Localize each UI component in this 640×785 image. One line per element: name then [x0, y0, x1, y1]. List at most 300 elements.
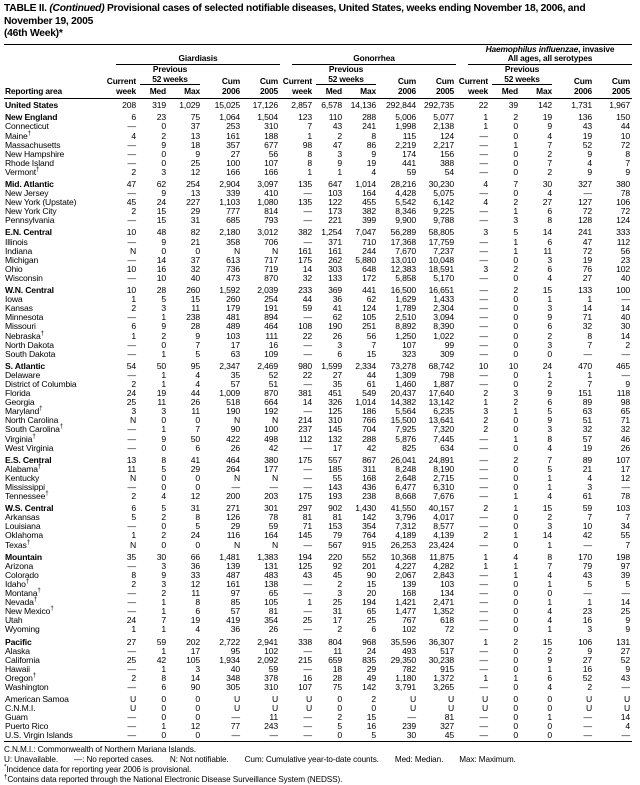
value-cell: 483 [264, 569, 278, 580]
value-cell: 15 [366, 348, 376, 359]
legend-item: Med: Median. [394, 754, 444, 764]
value-cell: 0 [195, 694, 200, 705]
value-cell: 2 [587, 681, 592, 692]
value-cell: 19 [582, 130, 592, 141]
value-cell: 3,012 [257, 227, 278, 238]
value-cell: 63 [230, 348, 240, 359]
value-cell: 2,843 [433, 569, 454, 580]
value-cell: 4 [547, 606, 552, 617]
value-cell: 1,309 [395, 369, 416, 380]
value-cell: — [479, 312, 488, 323]
value-cell: 62 [332, 312, 342, 323]
value-cell: 9 [625, 615, 630, 626]
value-cell: 9 [161, 433, 166, 444]
value-cell: 10,368 [390, 551, 416, 562]
value-cell: — [127, 521, 136, 532]
table-row [4, 656, 632, 665]
title-text: Provisional cases of selected notifiable diseases, United States, weeks ending November 18, 2006, and November 19, 2005 [4, 3, 586, 27]
value-cell: — [479, 463, 488, 474]
value-cell: 2,722 [219, 636, 240, 647]
value-cell: 161 [226, 130, 240, 141]
value-cell: 4 [195, 378, 200, 389]
value-cell: 244 [362, 245, 376, 256]
value-cell: 2 [483, 530, 488, 541]
value-cell: 26 [268, 624, 278, 635]
value-cell: 26 [332, 330, 342, 341]
dagger-mark: † [39, 405, 43, 413]
value-cell: — [479, 188, 488, 199]
value-cell: 95 [190, 360, 200, 371]
value-cell: 5 [195, 348, 200, 359]
table-row [4, 380, 632, 389]
value-cell: 262 [328, 254, 342, 265]
footnote-star: *Incidence data for reporting year 2006 is provisional. [4, 762, 192, 774]
value-cell: 410 [264, 188, 278, 199]
value-cell: 7 [547, 139, 552, 150]
table-row [4, 256, 632, 265]
value-cell: — [479, 645, 488, 656]
value-cell: 4 [195, 369, 200, 380]
value-cell: 2,648 [395, 472, 416, 483]
value-cell: — [479, 339, 488, 350]
value-cell: 153 [328, 521, 342, 532]
value-cell: 436 [362, 482, 376, 493]
reporting-area-cell: New Hampshire [5, 148, 65, 159]
table-row [4, 607, 632, 616]
value-cell: 326 [328, 397, 342, 408]
value-cell: 7 [587, 512, 592, 523]
previous-52-weeks-title: Previous 52 weeks [492, 65, 552, 85]
value-cell: 105 [186, 654, 200, 665]
value-cell: 16 [302, 672, 312, 683]
value-cell: 25 [190, 157, 200, 168]
value-cell: 46 [620, 433, 630, 444]
table-row [4, 483, 632, 492]
value-cell: 6 [371, 624, 376, 635]
value-cell: 24 [542, 360, 552, 371]
value-cell: 18 [332, 663, 342, 674]
table-row [4, 198, 632, 207]
value-cell: 8 [307, 157, 312, 168]
value-cell: — [479, 569, 488, 580]
value-cell: 15,500 [390, 415, 416, 426]
table-row [4, 425, 632, 434]
value-cell: — [127, 560, 136, 571]
reporting-area-cell: Arkansas [5, 512, 40, 523]
value-cell: 45 [444, 730, 454, 741]
value-cell: 103 [226, 330, 240, 341]
value-cell: 764 [362, 530, 376, 541]
value-cell: 767 [402, 615, 416, 626]
value-cell: 59 [268, 521, 278, 532]
value-cell: 685 [226, 215, 240, 226]
value-cell: — [479, 254, 488, 265]
value-cell: 32 [302, 272, 312, 283]
value-cell: 4 [547, 188, 552, 199]
value-cell: 260 [226, 294, 240, 305]
value-cell: 125 [298, 560, 312, 571]
value-cell: — [127, 312, 136, 323]
value-cell: — [127, 597, 136, 608]
table-row [4, 504, 632, 513]
value-cell: 2 [513, 285, 518, 296]
value-cell: 43 [332, 121, 342, 132]
value-cell: 2 [161, 512, 166, 523]
value-cell: 9 [337, 157, 342, 168]
value-cell: 16,651 [428, 285, 454, 296]
value-cell: 2 [547, 330, 552, 341]
reporting-area-cell: W.S. Central [5, 503, 54, 514]
value-cell: 98 [620, 397, 630, 408]
value-cell: — [127, 482, 136, 493]
value-cell: 1,009 [219, 388, 240, 399]
value-cell: — [127, 272, 136, 283]
star-symbol: * [4, 762, 7, 770]
table-row [4, 159, 632, 168]
value-cell: 170 [578, 551, 592, 562]
table-row [4, 274, 632, 283]
reporting-area-cell: Florida [5, 388, 31, 399]
value-cell: 902 [328, 503, 342, 514]
legend-item: Max: Maximum. [459, 754, 516, 764]
value-cell: 253 [226, 121, 240, 132]
value-cell: 1,080 [257, 197, 278, 208]
value-cell: 24 [190, 530, 200, 541]
value-cell: 30 [406, 730, 416, 741]
value-cell: 464 [264, 321, 278, 332]
value-cell: 1 [513, 569, 518, 580]
value-cell: 5,542 [395, 197, 416, 208]
value-cell: 7 [587, 378, 592, 389]
value-cell: 1,967 [609, 100, 630, 111]
value-cell: 793 [264, 215, 278, 226]
value-cell: 9 [625, 663, 630, 674]
value-cell: 27 [230, 148, 240, 159]
value-cell: 68,742 [428, 360, 454, 371]
value-cell: — [127, 433, 136, 444]
table-row [4, 589, 632, 598]
table-row [4, 141, 632, 150]
reporting-area-cell: Tennessee† [5, 490, 49, 502]
value-cell: — [479, 378, 488, 389]
value-cell: 2 [131, 578, 136, 589]
value-cell: 161 [226, 578, 240, 589]
value-cell: 4,139 [433, 530, 454, 541]
value-cell: 0 [513, 378, 518, 389]
value-cell: 115 [402, 130, 416, 141]
value-cell: 201 [362, 560, 376, 571]
value-cell: 45 [332, 569, 342, 580]
reporting-area-cell: Virginia† [5, 432, 36, 444]
value-cell: 41,550 [390, 503, 416, 514]
reporting-area-cell: Kansas [5, 303, 33, 314]
value-cell: — [407, 712, 416, 723]
value-cell: — [303, 215, 312, 226]
value-cell: 139 [226, 560, 240, 571]
value-cell: 19 [582, 442, 592, 453]
value-cell: 798 [440, 369, 454, 380]
max-header: Max [184, 85, 200, 96]
value-cell: 380 [264, 454, 278, 465]
value-cell: 0 [513, 254, 518, 265]
value-cell: 6,142 [433, 197, 454, 208]
reporting-area-cell: Mountain [5, 551, 42, 562]
value-cell: 1,254 [321, 227, 342, 238]
footnote-cnmi: C.N.M.I.: Commonwealth of Northern Mariana Islands. [4, 744, 196, 754]
reporting-area-cell: E.S. Central [5, 454, 52, 465]
value-cell: 105 [264, 597, 278, 608]
value-cell: 381 [298, 388, 312, 399]
value-cell: 659 [328, 654, 342, 665]
value-cell: 9 [161, 321, 166, 332]
value-cell: 27 [582, 272, 592, 283]
dagger-mark: † [35, 166, 40, 174]
value-cell: 0 [513, 272, 518, 283]
value-cell: 172 [362, 272, 376, 283]
value-cell: 2 [547, 166, 552, 177]
value-cell: 464 [226, 454, 240, 465]
value-cell: 16 [156, 263, 166, 274]
value-cell: — [303, 206, 312, 217]
value-cell: 135 [298, 197, 312, 208]
value-cell: — [303, 730, 312, 741]
value-cell: 36 [332, 294, 342, 305]
value-cell: 25 [366, 615, 376, 626]
value-cell: 5,006 [395, 112, 416, 123]
value-cell: 1 [161, 645, 166, 656]
value-cell: 0 [513, 303, 518, 314]
value-cell: 7 [513, 179, 518, 190]
value-cell: 10 [126, 263, 136, 274]
value-cell: 100 [616, 285, 630, 296]
value-cell: 128 [578, 215, 592, 226]
value-cell: 31 [332, 606, 342, 617]
value-cell: 107 [264, 157, 278, 168]
value-cell: — [127, 188, 136, 199]
value-cell: 310 [328, 415, 342, 426]
value-cell: 0 [513, 663, 518, 674]
value-cell: — [479, 215, 488, 226]
value-cell: 0 [195, 482, 200, 493]
value-cell: — [127, 730, 136, 741]
value-cell: 59 [156, 636, 166, 647]
value-cell: — [479, 369, 488, 380]
value-cell: 2 [483, 424, 488, 435]
value-cell: 5,564 [395, 406, 416, 417]
value-cell: 1,599 [321, 360, 342, 371]
value-cell: 123 [298, 112, 312, 123]
value-cell: 292,735 [423, 100, 454, 111]
reporting-area-cell: Connecticut [5, 121, 49, 132]
value-cell: 1 [513, 139, 518, 150]
value-cell: — [479, 236, 488, 247]
reporting-area-cell: West Virginia [5, 442, 54, 453]
value-cell: — [127, 254, 136, 265]
value-cell: 0 [161, 694, 166, 705]
value-cell: 5 [547, 406, 552, 417]
value-cell: 122 [328, 197, 342, 208]
value-cell: 4 [587, 157, 592, 168]
value-cell: 4 [547, 130, 552, 141]
value-cell: 1 [513, 406, 518, 417]
value-cell: — [303, 712, 312, 723]
value-cell: 81 [302, 512, 312, 523]
value-cell: 131 [264, 560, 278, 571]
value-cell: 14 [190, 672, 200, 683]
value-cell: 14 [620, 330, 630, 341]
value-cell: 90 [366, 569, 376, 580]
value-cell: U [305, 703, 312, 714]
value-cell: 25 [302, 615, 312, 626]
value-cell: 5 [625, 578, 630, 589]
value-cell: 968 [362, 636, 376, 647]
group-title-text: Haemophilus influenzae, invasive [485, 43, 615, 54]
value-cell: 7 [161, 615, 166, 626]
value-cell: 1 [587, 369, 592, 380]
value-cell: 648 [362, 263, 376, 274]
table-row [4, 531, 632, 540]
value-cell: 241 [578, 227, 592, 238]
value-cell: — [303, 482, 312, 493]
value-cell: — [479, 139, 488, 150]
table-row [4, 456, 632, 465]
value-cell: 71 [582, 312, 592, 323]
value-cell: 2,334 [355, 360, 376, 371]
value-cell: 8 [587, 330, 592, 341]
value-cell: 44 [302, 294, 312, 305]
value-cell: 4,282 [433, 560, 454, 571]
value-cell: 9 [547, 312, 552, 323]
value-cell: 17 [230, 339, 240, 350]
value-cell: 161 [328, 245, 342, 256]
value-cell: 1,998 [395, 121, 416, 132]
table-row [4, 341, 632, 350]
table-row [4, 444, 632, 453]
value-cell: 81 [444, 712, 454, 723]
footnotes [4, 745, 635, 785]
value-cell: 0 [513, 539, 518, 550]
value-cell: 1 [483, 121, 488, 132]
value-cell: 8 [371, 130, 376, 141]
value-cell: 12 [190, 491, 200, 502]
value-cell: — [127, 139, 136, 150]
value-cell: 145 [328, 424, 342, 435]
value-cell: 20 [366, 588, 376, 599]
value-cell: 399 [362, 215, 376, 226]
value-cell: 26 [620, 442, 630, 453]
value-cell: N [129, 539, 136, 550]
reporting-area-cell: Puerto Rico [5, 721, 49, 732]
value-cell: 2 [513, 263, 518, 274]
previous-52-weeks-header [138, 65, 202, 85]
value-cell: — [303, 721, 312, 732]
reporting-area-cell: New York City [5, 206, 57, 217]
value-cell: 5 [587, 578, 592, 589]
cum-2005-header: Cum 2005 [611, 76, 630, 96]
value-cell: 14 [542, 227, 552, 238]
value-cell: 35 [230, 369, 240, 380]
table-row [4, 389, 632, 398]
value-cell: 422 [226, 433, 240, 444]
value-cell: 5,858 [395, 272, 416, 283]
value-cell: 5,876 [395, 433, 416, 444]
max-header: Max [360, 85, 376, 96]
value-cell: 14,136 [350, 100, 376, 111]
value-cell: 4,017 [433, 512, 454, 523]
value-cell: 719 [264, 263, 278, 274]
value-cell: 0 [337, 730, 342, 741]
value-cell: 6 [131, 503, 136, 514]
value-cell: — [127, 721, 136, 732]
dagger-mark: † [32, 672, 37, 680]
value-cell: 191 [264, 303, 278, 314]
value-cell: 28,216 [390, 179, 416, 190]
value-cell: 4 [195, 624, 200, 635]
value-cell: 382 [362, 206, 376, 217]
value-cell: 106 [578, 636, 592, 647]
value-cell: — [269, 730, 278, 741]
value-cell: 17 [332, 615, 342, 626]
group-title-text: Gonorrhea [353, 53, 395, 64]
value-cell: 72 [620, 206, 630, 217]
reporting-area-cell: Missouri [5, 321, 36, 332]
value-cell: 2,219 [395, 139, 416, 150]
value-cell: 6 [195, 606, 200, 617]
value-cell: — [621, 294, 630, 305]
value-cell: 66 [190, 551, 200, 562]
value-cell: 1 [131, 330, 136, 341]
value-cell: 237 [298, 424, 312, 435]
value-cell: 552 [362, 551, 376, 562]
value-cell: 7 [547, 454, 552, 465]
reporting-area-cell: Illinois [5, 236, 28, 247]
value-cell: 319 [152, 100, 166, 111]
reporting-area-cell: Maine† [5, 129, 31, 141]
value-cell: 487 [226, 569, 240, 580]
value-cell: 8,390 [433, 321, 454, 332]
value-cell: 2 [513, 397, 518, 408]
value-cell: 1 [587, 294, 592, 305]
value-cell: 47 [332, 139, 342, 150]
value-cell: 4 [513, 551, 518, 562]
value-cell: 11 [127, 463, 136, 474]
value-cell: 15 [156, 206, 166, 217]
value-cell: 3 [483, 263, 488, 274]
value-cell: 1,629 [395, 294, 416, 305]
value-cell: 2 [337, 130, 342, 141]
value-cell: 354 [264, 615, 278, 626]
value-cell: 11 [269, 712, 278, 723]
group-title-text: Giardiasis [178, 53, 218, 64]
dagger-mark: † [32, 432, 36, 440]
table-row [4, 247, 632, 256]
value-cell: 40,157 [428, 503, 454, 514]
value-cell: 338 [298, 636, 312, 647]
value-cell: 0 [513, 121, 518, 132]
reporting-area-cell: North Dakota [5, 339, 54, 350]
value-cell: 29 [190, 206, 200, 217]
value-cell: 3 [547, 424, 552, 435]
value-cell: 24,891 [428, 454, 454, 465]
table-row [4, 286, 632, 295]
value-cell: — [621, 730, 630, 741]
reporting-area-cell: Oregon† [5, 672, 37, 683]
value-cell: 55 [332, 472, 342, 483]
value-cell: 1,022 [433, 330, 454, 341]
table-row [4, 571, 632, 580]
value-cell: 78 [268, 512, 278, 523]
value-cell: 254 [264, 294, 278, 305]
